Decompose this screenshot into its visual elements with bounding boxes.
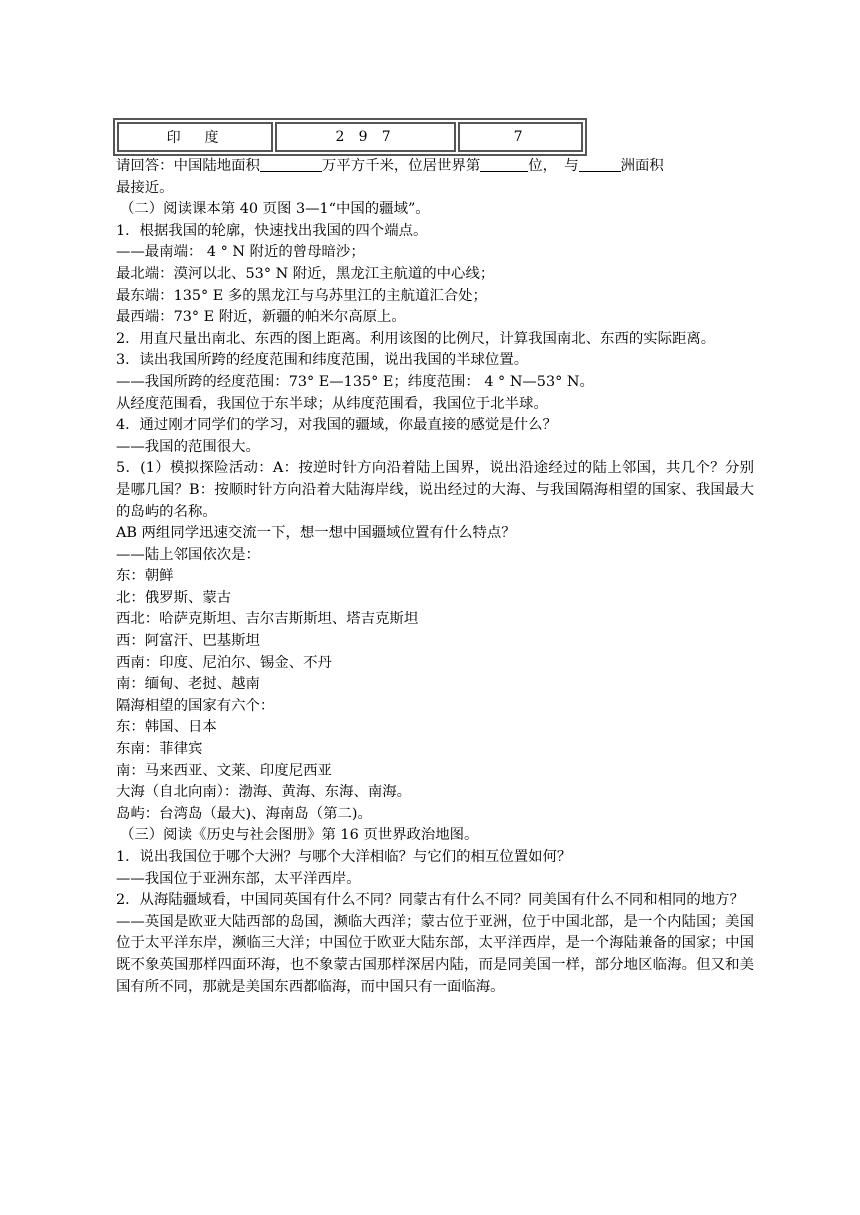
- section-heading: （三）阅读《历史与社会图册》第 16 页世界政治地图。: [120, 827, 479, 844]
- document-body: [116, 156, 754, 998]
- text-line: AB 两组同学迅速交流一下，想一想中国疆域位置有什么特点？: [116, 525, 516, 542]
- text-line: 3．读出我国所跨的经度范围和纬度范围，说出我国的半球位置。: [116, 352, 529, 369]
- text-line: ——我国位于亚洲东部，太平洋西岸。: [116, 870, 361, 887]
- question-text: 位， 与: [528, 158, 579, 174]
- question-line: [116, 156, 754, 178]
- answer-blank[interactable]: [260, 157, 322, 172]
- table-cell-rank: 7: [458, 122, 583, 152]
- text-line: ——最南端： 4 ° N 附近的曾母暗沙；: [116, 244, 365, 261]
- country-table: [113, 118, 587, 156]
- text-paragraph: 5．(1）模拟探险活动：A：按逆时针方向沿着陆上国界，说出沿途经过的陆上邻国，共几个？分别是哪几国？B：按顺时针方向沿着大陆海岸线，说出经过的大海、与我国隔海相望的国家、我国最大的岛屿的名称。: [116, 460, 754, 520]
- text-line: 北：俄罗斯、蒙古: [116, 589, 232, 606]
- section-heading: （二）阅读课本第 40 页图 3—1“中国的疆域”。: [120, 201, 430, 218]
- text-line: 岛屿：台湾岛（最大)、海南岛（第二)。: [116, 805, 372, 822]
- table-cell-country: 印 度: [117, 122, 273, 152]
- text-line: 1．说出我国位于哪个大洲？与哪个大洋相临？与它们的相互位置如何？: [116, 849, 572, 865]
- text-line: 南：马来西亚、文莱、印度尼西亚: [116, 762, 332, 779]
- text-line: 东：朝鲜: [116, 568, 174, 585]
- text-line: 1．根据我国的轮廓，快速找出我国的四个端点。: [116, 222, 428, 239]
- text-line: 西北：哈萨克斯坦、吉尔吉斯斯坦、塔吉克斯坦: [116, 611, 419, 628]
- text-line: ——我国所跨的经度范围：73° E—135° E；纬度范围： 4 ° N—53° N。: [116, 373, 594, 390]
- text-paragraph: 2．从海陆疆域看，中国同英国有什么不同？同蒙古有什么不同？同美国有什么不同和相同的地方？: [116, 892, 744, 909]
- question-text: 请回答：中国陆地面积: [116, 158, 260, 174]
- answer-blank[interactable]: [579, 157, 621, 172]
- text-line: ——我国的范围很大。: [116, 438, 260, 455]
- text-line: 最西端：73° E 附近，新疆的帕米尔高原上。: [116, 309, 406, 326]
- text-line: ——陆上邻国依次是：: [116, 546, 260, 563]
- answer-blank[interactable]: [480, 157, 528, 172]
- text-line: 西南：印度、尼泊尔、锡金、不丹: [116, 654, 332, 671]
- table-cell-area: 2 9 7: [275, 122, 456, 152]
- text-line: 4．通过刚才同学们的学习，对我国的疆域，你最直接的感觉是什么？: [116, 417, 557, 434]
- text-paragraph: ——英国是欧亚大陆西部的岛国，濒临大西洋；蒙古位于亚洲，位于中国北部，是一个内陆国；美国位于太平洋东岸，濒临三大洋；中国位于欧亚大陆东部，太平洋西岸，是一个海陆兼备的国家；中国既不象英国那样四面环海，也不象蒙古国那样深居内陆，而是同美国一样，部分地区临海。但又和美国有所不同，那就是美国东西都临海，而中国只有一面临海。: [116, 913, 754, 995]
- question-text: 万平方千米，位居世界第: [321, 158, 481, 174]
- text-line: 最东端：135° E 多的黑龙江与乌苏里江的主航道汇合处；: [116, 287, 487, 304]
- text-line: 大海（自北向南）：渤海、黄海、东海、南海。: [116, 784, 412, 801]
- text-line: 最北端：漠河以北、53° N 附近，黑龙江主航道的中心线；: [116, 265, 495, 282]
- text-line: 隔海相望的国家有六个：: [116, 697, 275, 714]
- question-text: 洲面积: [620, 158, 664, 174]
- text-line: 西：阿富汗、巴基斯坦: [116, 633, 260, 650]
- text-line: 东南：菲律宾: [116, 741, 203, 758]
- text-line: 南：缅甸、老挝、越南: [116, 676, 260, 693]
- text-paragraph: 2．用直尺量出南北、东西的图上距离。利用该图的比例尺，计算我国南北、东西的实际距离。: [116, 330, 716, 347]
- text-line: 东：韩国、日本: [116, 719, 217, 736]
- question-line: 最接近。: [116, 179, 174, 196]
- text-line: 从经度范围看，我国位于东半球；从纬度范围看，我国位于北半球。: [116, 395, 548, 412]
